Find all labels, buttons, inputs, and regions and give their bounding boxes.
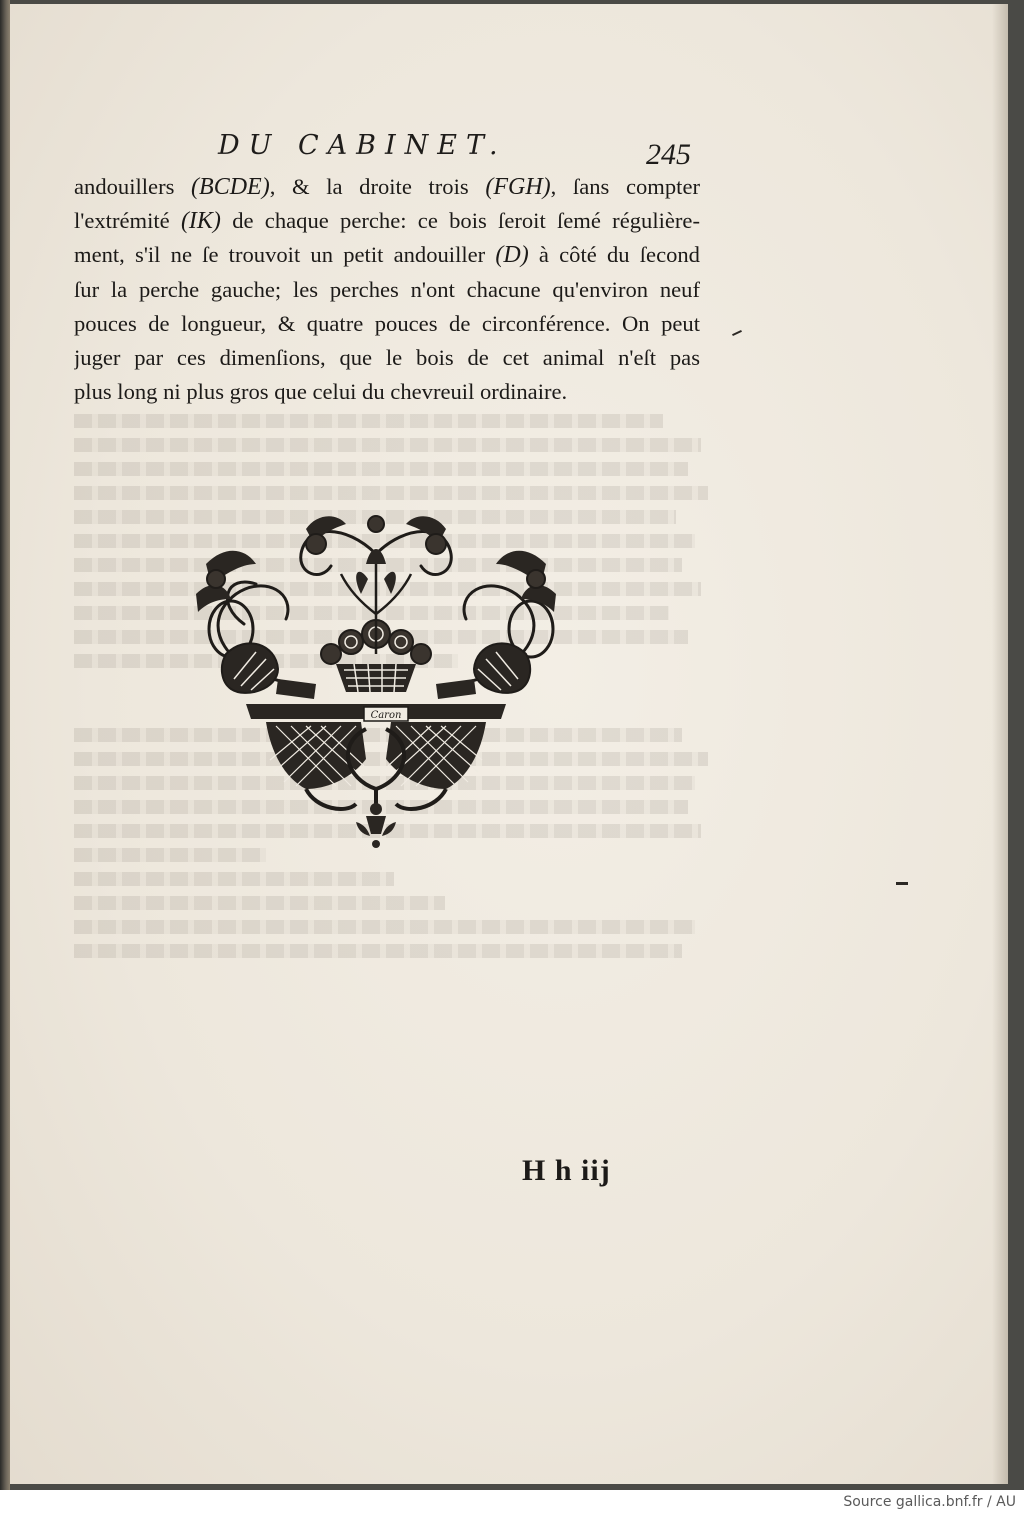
running-head: DU CABINET. xyxy=(218,130,507,161)
page-edge-shadow xyxy=(992,4,1008,1484)
text-line: juger par ces dimenſions, que le bois de cet animal n'eſt pas xyxy=(74,345,700,371)
text-line: plus long ni plus gros que celui du chevreuil ordinaire. xyxy=(74,379,568,405)
source-credit: Source gallica.bnf.fr / AU xyxy=(843,1494,1016,1510)
text-line: ment, s'il ne ſe trouvoit un petit andouiller (D) à côté du ſecond xyxy=(74,242,700,269)
text-line: l'extrémité (IK) de chaque perche: ce bois ſeroit ſemé régulière- xyxy=(74,208,700,235)
ink-speck xyxy=(732,330,742,336)
signature-mark: H h iij xyxy=(522,1154,611,1187)
ink-speck xyxy=(896,882,908,885)
text-line: andouillers (BCDE), & la droite trois (FGH), ſans compter xyxy=(74,174,700,200)
engraver-signature: Caron xyxy=(370,710,402,721)
text-line: ſur la perche gauche; les perches n'ont chacune qu'environ neuf xyxy=(74,276,700,302)
book-page xyxy=(10,4,1008,1484)
text-line: pouces de longueur, & quatre pouces de circonférence. On peut xyxy=(74,310,700,336)
page-number: 245 xyxy=(646,138,691,171)
floral-basket-vignette xyxy=(186,504,566,854)
body-paragraph xyxy=(74,170,700,409)
book-binding-edge xyxy=(0,0,10,1490)
